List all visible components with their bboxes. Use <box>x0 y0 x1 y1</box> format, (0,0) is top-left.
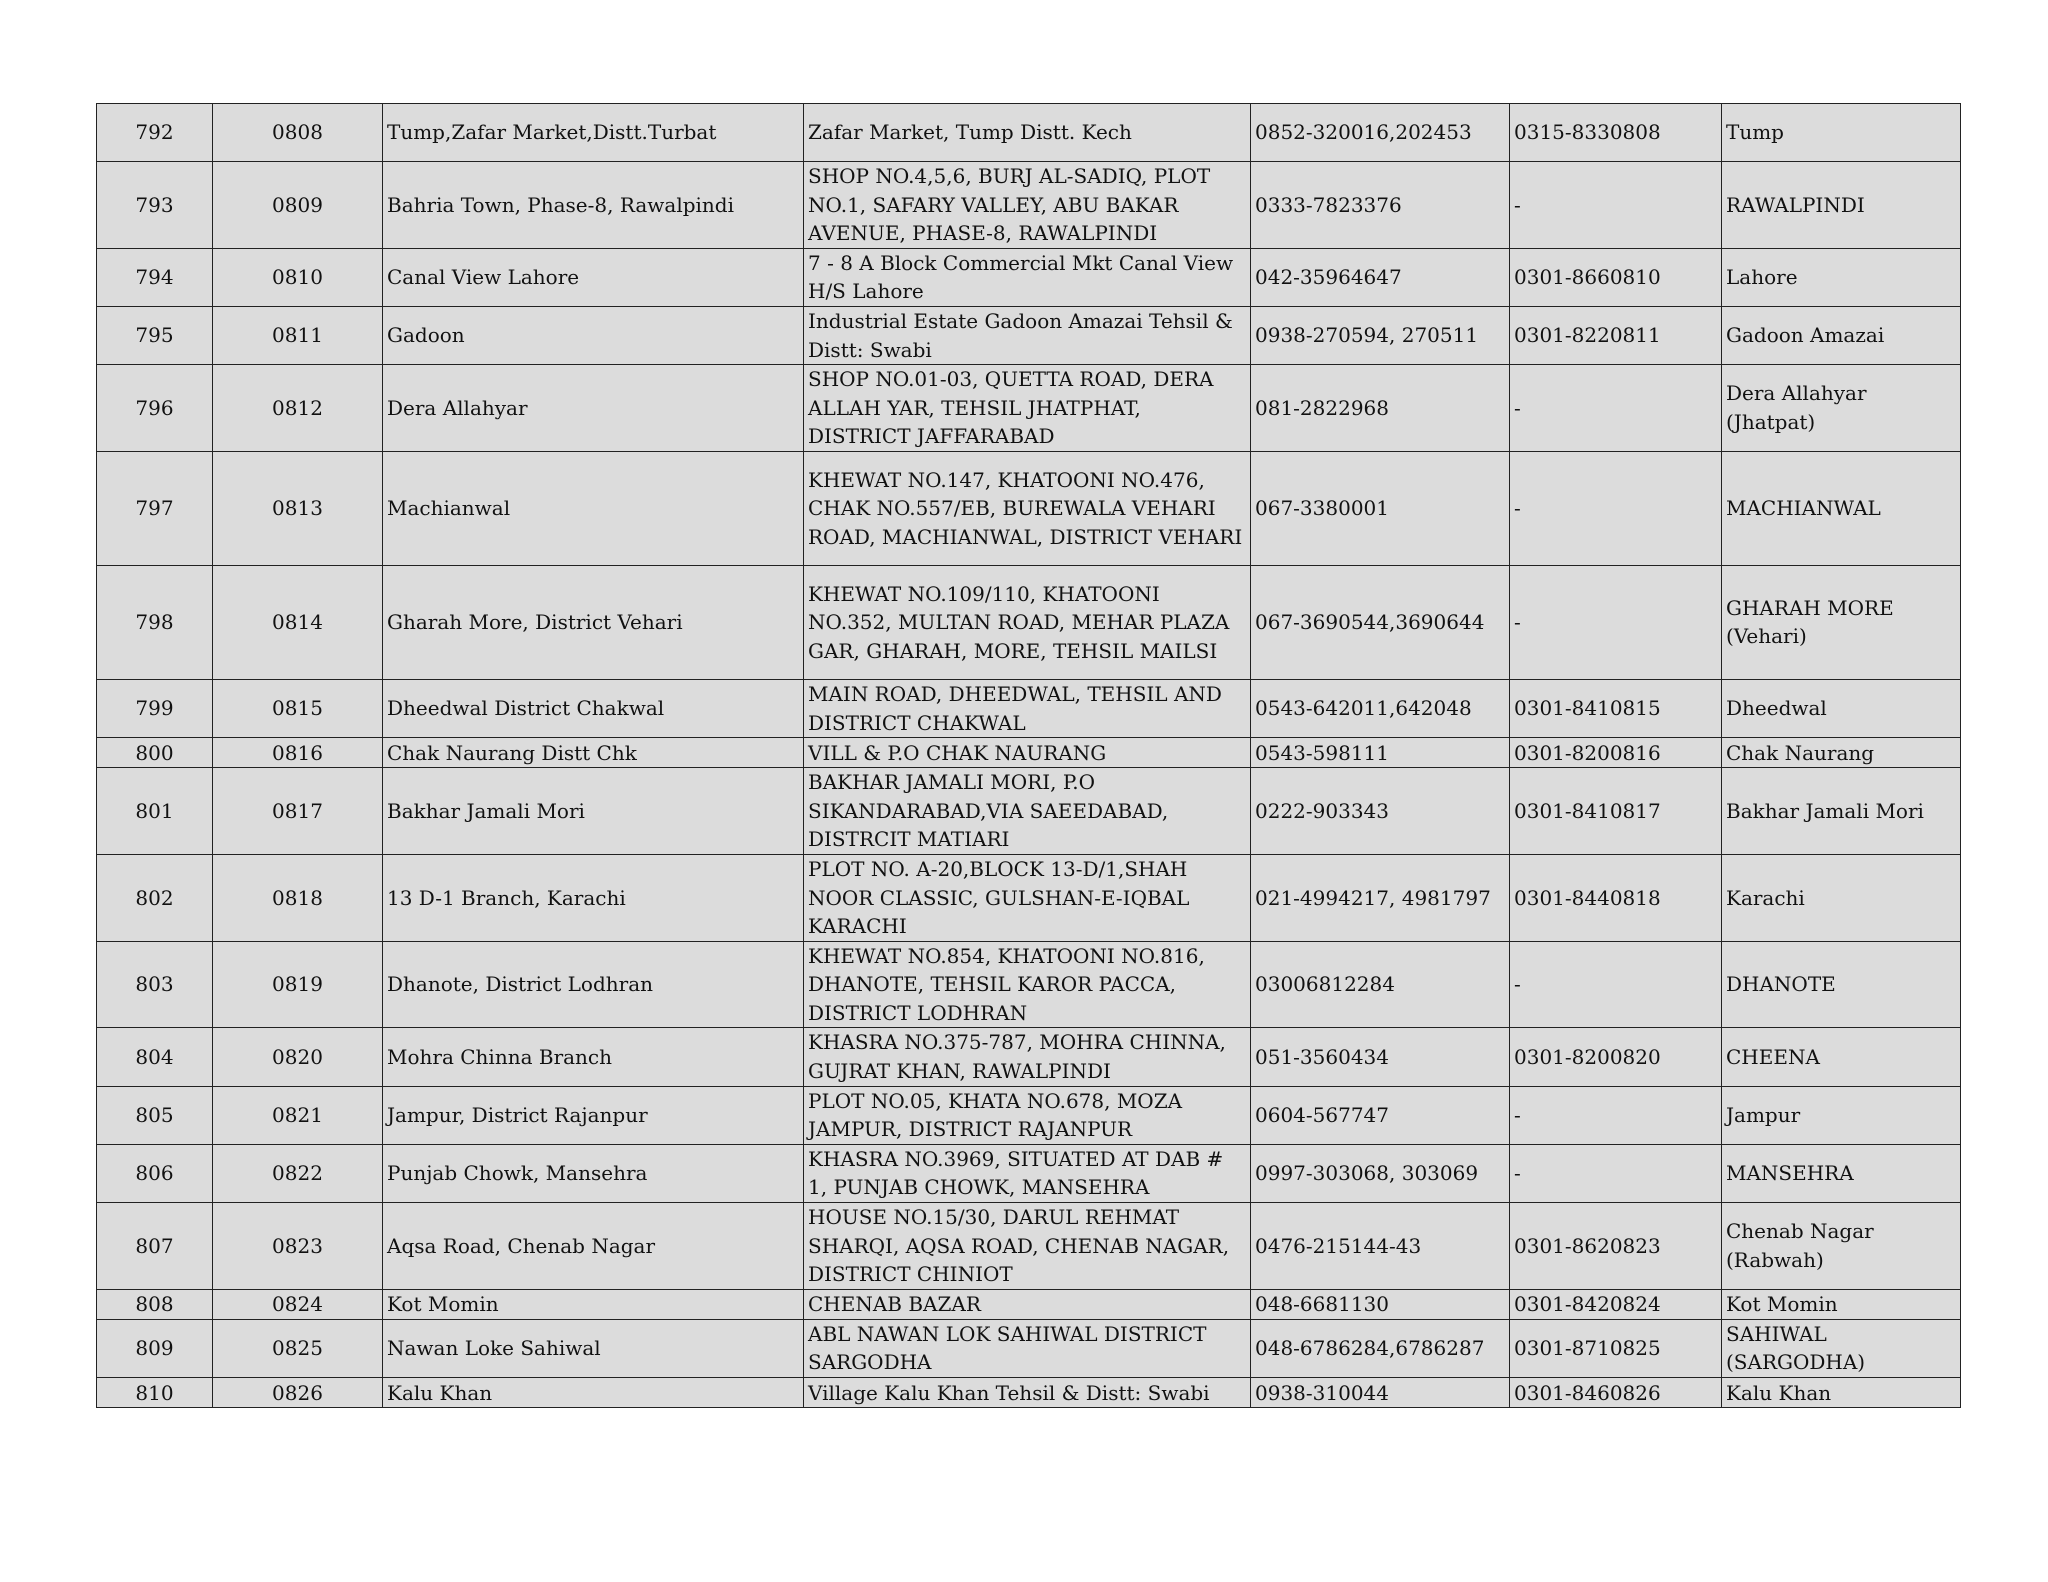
phone-cell: 0222-903343 <box>1251 768 1510 855</box>
branch-name-cell: Chak Naurang Distt Chk <box>383 738 804 768</box>
branch-code-cell: 0814 <box>213 565 383 679</box>
phone-cell: 067-3690544,3690644 <box>1251 565 1510 679</box>
phone-cell: 0543-598111 <box>1251 738 1510 768</box>
phone-cell: 0997-303068, 303069 <box>1251 1144 1510 1202</box>
branch-table <box>96 103 1961 1408</box>
city-cell: MANSEHRA <box>1722 1144 1961 1202</box>
mobile-cell: 0301-8200820 <box>1510 1028 1722 1086</box>
table-row <box>97 1144 1961 1202</box>
table-row <box>97 162 1961 249</box>
table-row <box>97 738 1961 768</box>
branch-name-cell: Kalu Khan <box>383 1378 804 1408</box>
city-cell: Chak Naurang <box>1722 738 1961 768</box>
address-cell: Zafar Market, Tump Distt. Kech <box>804 104 1251 162</box>
table-row <box>97 1289 1961 1319</box>
branch-name-cell: Jampur, District Rajanpur <box>383 1086 804 1144</box>
serial-number-cell: 810 <box>97 1378 213 1408</box>
branch-name-cell: Nawan Loke Sahiwal <box>383 1319 804 1377</box>
phone-cell: 0938-310044 <box>1251 1378 1510 1408</box>
branch-code-cell: 0826 <box>213 1378 383 1408</box>
address-cell: VILL & P.O CHAK NAURANG <box>804 738 1251 768</box>
address-cell: MAIN ROAD, DHEEDWAL, TEHSIL AND DISTRICT CHAKWAL <box>804 679 1251 737</box>
address-cell: KHEWAT NO.854, KHATOONI NO.816, DHANOTE, TEHSIL KAROR PACCA, DISTRICT LODHRAN <box>804 941 1251 1028</box>
address-cell: KHASRA NO.375-787, MOHRA CHINNA, GUJRAT KHAN, RAWALPINDI <box>804 1028 1251 1086</box>
address-cell: KHASRA NO.3969, SITUATED AT DAB # 1, PUNJAB CHOWK, MANSEHRA <box>804 1144 1251 1202</box>
mobile-cell: 0301-8440818 <box>1510 854 1722 941</box>
city-cell: Chenab Nagar (Rabwah) <box>1722 1203 1961 1290</box>
serial-number-cell: 807 <box>97 1203 213 1290</box>
phone-cell: 048-6681130 <box>1251 1289 1510 1319</box>
branch-name-cell: Gharah More, District Vehari <box>383 565 804 679</box>
branch-code-cell: 0823 <box>213 1203 383 1290</box>
city-cell: MACHIANWAL <box>1722 451 1961 565</box>
serial-number-cell: 799 <box>97 679 213 737</box>
address-cell: ABL NAWAN LOK SAHIWAL DISTRICT SARGODHA <box>804 1319 1251 1377</box>
mobile-cell: - <box>1510 365 1722 452</box>
city-cell: Tump <box>1722 104 1961 162</box>
serial-number-cell: 792 <box>97 104 213 162</box>
table-row <box>97 768 1961 855</box>
serial-number-cell: 802 <box>97 854 213 941</box>
table-row <box>97 1203 1961 1290</box>
address-cell: 7 - 8 A Block Commercial Mkt Canal View H/S Lahore <box>804 248 1251 306</box>
phone-cell: 0604-567747 <box>1251 1086 1510 1144</box>
mobile-cell: 0301-8660810 <box>1510 248 1722 306</box>
mobile-cell: - <box>1510 565 1722 679</box>
city-cell: Dera Allahyar (Jhatpat) <box>1722 365 1961 452</box>
mobile-cell: 0301-8200816 <box>1510 738 1722 768</box>
branch-code-cell: 0816 <box>213 738 383 768</box>
table-row <box>97 306 1961 364</box>
address-cell: PLOT NO. A-20,BLOCK 13-D/1,SHAH NOOR CLASSIC, GULSHAN-E-IQBAL KARACHI <box>804 854 1251 941</box>
serial-number-cell: 804 <box>97 1028 213 1086</box>
address-cell: Industrial Estate Gadoon Amazai Tehsil & Distt: Swabi <box>804 306 1251 364</box>
phone-cell: 042-35964647 <box>1251 248 1510 306</box>
serial-number-cell: 805 <box>97 1086 213 1144</box>
city-cell: Jampur <box>1722 1086 1961 1144</box>
serial-number-cell: 803 <box>97 941 213 1028</box>
address-cell: PLOT NO.05, KHATA NO.678, MOZA JAMPUR, DISTRICT RAJANPUR <box>804 1086 1251 1144</box>
city-cell: Gadoon Amazai <box>1722 306 1961 364</box>
serial-number-cell: 798 <box>97 565 213 679</box>
address-cell: SHOP NO.01-03, QUETTA ROAD, DERA ALLAH YAR, TEHSIL JHATPHAT, DISTRICT JAFFARABAD <box>804 365 1251 452</box>
serial-number-cell: 794 <box>97 248 213 306</box>
address-cell: CHENAB BAZAR <box>804 1289 1251 1319</box>
branch-code-cell: 0818 <box>213 854 383 941</box>
address-cell: KHEWAT NO.109/110, KHATOONI NO.352, MULTAN ROAD, MEHAR PLAZA GAR, GHARAH, MORE, TEHSIL MAILSI <box>804 565 1251 679</box>
address-cell: Village Kalu Khan Tehsil & Distt: Swabi <box>804 1378 1251 1408</box>
branch-code-cell: 0820 <box>213 1028 383 1086</box>
serial-number-cell: 801 <box>97 768 213 855</box>
mobile-cell: 0301-8410815 <box>1510 679 1722 737</box>
table-row <box>97 854 1961 941</box>
phone-cell: 0476-215144-43 <box>1251 1203 1510 1290</box>
branch-code-cell: 0817 <box>213 768 383 855</box>
city-cell: Kalu Khan <box>1722 1378 1961 1408</box>
address-cell: HOUSE NO.15/30, DARUL REHMAT SHARQI, AQSA ROAD, CHENAB NAGAR, DISTRICT CHINIOT <box>804 1203 1251 1290</box>
mobile-cell: 0301-8460826 <box>1510 1378 1722 1408</box>
table-row <box>97 1028 1961 1086</box>
city-cell: Dheedwal <box>1722 679 1961 737</box>
serial-number-cell: 806 <box>97 1144 213 1202</box>
branch-name-cell: Punjab Chowk, Mansehra <box>383 1144 804 1202</box>
table-row <box>97 248 1961 306</box>
city-cell: Bakhar Jamali Mori <box>1722 768 1961 855</box>
table-row <box>97 941 1961 1028</box>
branch-code-cell: 0811 <box>213 306 383 364</box>
branch-name-cell: Kot Momin <box>383 1289 804 1319</box>
table-row <box>97 104 1961 162</box>
branch-name-cell: Dhanote, District Lodhran <box>383 941 804 1028</box>
branch-name-cell: Dheedwal District Chakwal <box>383 679 804 737</box>
mobile-cell: 0301-8620823 <box>1510 1203 1722 1290</box>
serial-number-cell: 797 <box>97 451 213 565</box>
phone-cell: 048-6786284,6786287 <box>1251 1319 1510 1377</box>
branch-code-cell: 0812 <box>213 365 383 452</box>
branch-name-cell: Bakhar Jamali Mori <box>383 768 804 855</box>
mobile-cell: 0301-8410817 <box>1510 768 1722 855</box>
phone-cell: 021-4994217, 4981797 <box>1251 854 1510 941</box>
branch-code-cell: 0815 <box>213 679 383 737</box>
serial-number-cell: 795 <box>97 306 213 364</box>
mobile-cell: - <box>1510 162 1722 249</box>
city-cell: DHANOTE <box>1722 941 1961 1028</box>
table-row <box>97 1086 1961 1144</box>
branch-code-cell: 0810 <box>213 248 383 306</box>
branch-name-cell: Mohra Chinna Branch <box>383 1028 804 1086</box>
branch-name-cell: Canal View Lahore <box>383 248 804 306</box>
city-cell: Kot Momin <box>1722 1289 1961 1319</box>
table-row <box>97 365 1961 452</box>
address-cell: KHEWAT NO.147, KHATOONI NO.476, CHAK NO.557/EB, BUREWALA VEHARI ROAD, MACHIANWAL, DISTRICT VEHARI <box>804 451 1251 565</box>
serial-number-cell: 800 <box>97 738 213 768</box>
branch-code-cell: 0819 <box>213 941 383 1028</box>
phone-cell: 051-3560434 <box>1251 1028 1510 1086</box>
mobile-cell: - <box>1510 1144 1722 1202</box>
branch-name-cell: Aqsa Road, Chenab Nagar <box>383 1203 804 1290</box>
mobile-cell: 0301-8420824 <box>1510 1289 1722 1319</box>
branch-name-cell: Gadoon <box>383 306 804 364</box>
serial-number-cell: 793 <box>97 162 213 249</box>
city-cell: SAHIWAL (SARGODHA) <box>1722 1319 1961 1377</box>
serial-number-cell: 809 <box>97 1319 213 1377</box>
city-cell: CHEENA <box>1722 1028 1961 1086</box>
branch-code-cell: 0825 <box>213 1319 383 1377</box>
phone-cell: 0333-7823376 <box>1251 162 1510 249</box>
serial-number-cell: 796 <box>97 365 213 452</box>
branch-code-cell: 0824 <box>213 1289 383 1319</box>
mobile-cell: - <box>1510 451 1722 565</box>
table-row <box>97 565 1961 679</box>
branch-name-cell: Tump,Zafar Market,Distt.Turbat <box>383 104 804 162</box>
table-row <box>97 451 1961 565</box>
city-cell: RAWALPINDI <box>1722 162 1961 249</box>
phone-cell: 0852-320016,202453 <box>1251 104 1510 162</box>
table-row <box>97 1319 1961 1377</box>
city-cell: Lahore <box>1722 248 1961 306</box>
phone-cell: 067-3380001 <box>1251 451 1510 565</box>
city-cell: Karachi <box>1722 854 1961 941</box>
branch-code-cell: 0809 <box>213 162 383 249</box>
table-row <box>97 679 1961 737</box>
branch-code-cell: 0821 <box>213 1086 383 1144</box>
phone-cell: 0543-642011,642048 <box>1251 679 1510 737</box>
table-row <box>97 1378 1961 1408</box>
branch-name-cell: 13 D-1 Branch, Karachi <box>383 854 804 941</box>
branch-name-cell: Bahria Town, Phase-8, Rawalpindi <box>383 162 804 249</box>
mobile-cell: 0315-8330808 <box>1510 104 1722 162</box>
branch-name-cell: Dera Allahyar <box>383 365 804 452</box>
mobile-cell: 0301-8710825 <box>1510 1319 1722 1377</box>
mobile-cell: - <box>1510 1086 1722 1144</box>
branch-code-cell: 0813 <box>213 451 383 565</box>
table-body <box>97 104 1961 1408</box>
branch-name-cell: Machianwal <box>383 451 804 565</box>
branch-code-cell: 0808 <box>213 104 383 162</box>
mobile-cell: 0301-8220811 <box>1510 306 1722 364</box>
mobile-cell: - <box>1510 941 1722 1028</box>
city-cell: GHARAH MORE (Vehari) <box>1722 565 1961 679</box>
branch-code-cell: 0822 <box>213 1144 383 1202</box>
phone-cell: 0938-270594, 270511 <box>1251 306 1510 364</box>
phone-cell: 081-2822968 <box>1251 365 1510 452</box>
phone-cell: 03006812284 <box>1251 941 1510 1028</box>
address-cell: BAKHAR JAMALI MORI, P.O SIKANDARABAD,VIA SAEEDABAD, DISTRCIT MATIARI <box>804 768 1251 855</box>
address-cell: SHOP NO.4,5,6, BURJ AL-SADIQ, PLOT NO.1, SAFARY VALLEY, ABU BAKAR AVENUE, PHASE-8, RAWALPINDI <box>804 162 1251 249</box>
serial-number-cell: 808 <box>97 1289 213 1319</box>
